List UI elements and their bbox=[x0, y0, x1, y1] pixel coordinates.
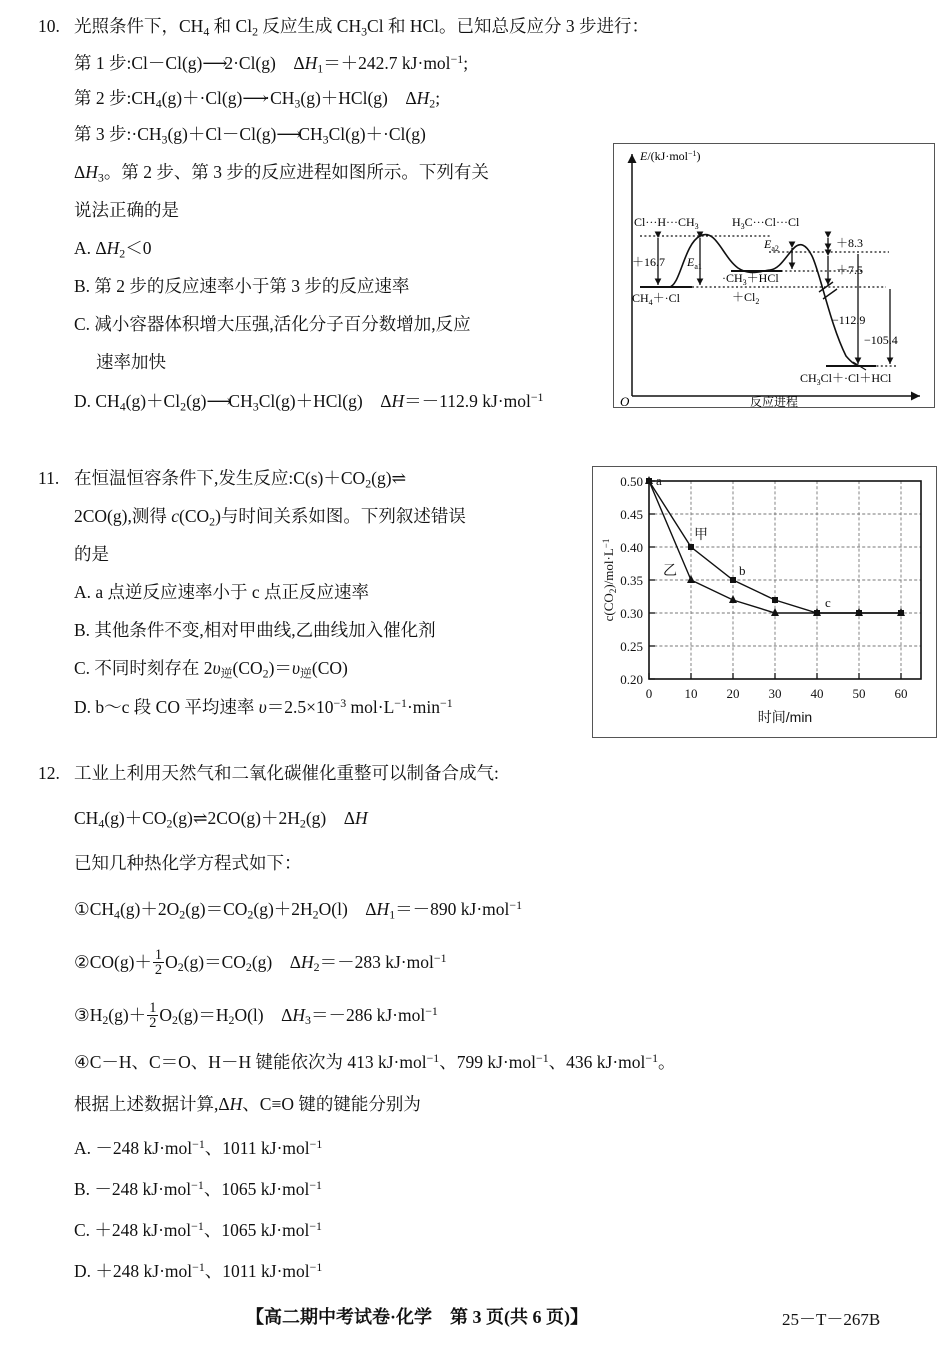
energy-value-ea1: $E_{a1}$ bbox=[687, 255, 702, 271]
q12-option-d: D. ＋248 kJ·mol$^{-1}$、1011 kJ·mol$^{-1}$ bbox=[74, 1260, 323, 1281]
q10-stem-text-1: 光照条件下，$CH_4$ 和 $Cl_2$ 反应生成 $CH_3Cl$ 和 HCl。已知总反应分 3 步进行： bbox=[74, 16, 649, 39]
y-tick-0-45: 0.45 bbox=[620, 507, 643, 522]
q12-equation-3: $③H_2(g)+$ $\frac{1}{2}$ $O_2(g)=H_2O(l)$ $\Delta H_3=-286$ kJ·mol$^{-1}$ bbox=[74, 1000, 438, 1032]
chart-annotation-jia: 甲 bbox=[694, 526, 708, 542]
energy-label-reactant: $CH_4+\cdot Cl$ bbox=[632, 291, 681, 307]
x-tick-10: 10 bbox=[684, 686, 698, 701]
q12-equation-1: $①CH_4(g)+2O_2(g)=CO_2(g)+2H_2O(l)$ $\Delta H_1=-890$ kJ·mol$^{-1}$ bbox=[74, 898, 523, 922]
q10-option-b: B. 第 2 步的反应速率小于第 3 步的反应速率 bbox=[74, 276, 410, 296]
x-tick-50: 50 bbox=[852, 686, 866, 701]
chart-x-axis-label: 时间/min bbox=[757, 709, 813, 725]
page-footer bbox=[0, 1303, 950, 1343]
q10-option-c: C. 减小容器体积增大压强,活化分子百分数增加,反应 bbox=[74, 314, 471, 334]
question-11 bbox=[38, 470, 598, 736]
q10-step-3: 第 3 步$:\cdot CH_3(g)+Cl-Cl(g)⟶CH_3Cl(g)+\cdot Cl(g)$ bbox=[74, 124, 426, 147]
y-tick-0-35: 0.35 bbox=[620, 573, 643, 588]
energy-label-product: $CH_3Cl+\cdot Cl+HCl$ bbox=[800, 371, 892, 387]
q11-number: 11. bbox=[38, 468, 60, 488]
y-tick-0-30: 0.30 bbox=[620, 606, 643, 621]
x-tick-60: 60 bbox=[894, 686, 908, 701]
energy-value-minus-112-9: −112.9 bbox=[832, 313, 866, 327]
q12-equation-2: ②CO(g)＋ $\frac{1}{2}$ $O_2(g)=CO_2(g)$ $\Delta H_2=-283$ kJ·mol$^{-1}$ bbox=[74, 947, 447, 979]
energy-value-7-5: ＋7.5 bbox=[836, 263, 864, 277]
energy-origin-label: O bbox=[620, 394, 630, 407]
energy-value-minus-105-4: −105.4 bbox=[864, 333, 898, 347]
q10-option-d: D. $CH_4(g)+Cl_2(g)⟶CH_3Cl(g)+HCl(g)$ ΔH＝－112.9 kJ·mol$^{-1}$ bbox=[74, 390, 544, 414]
x-tick-0: 0 bbox=[645, 686, 653, 701]
energy-label-transition1: $Cl\cdot\cdot\cdot H\cdot\cdot\cdot CH_3$ bbox=[634, 215, 699, 231]
chart-annotation-a: a bbox=[656, 473, 662, 488]
energy-x-axis-label: 反应进程 bbox=[749, 395, 799, 407]
q12-stem-line-3: 已知几种热化学方程式如下： bbox=[74, 853, 302, 873]
x-tick-40: 40 bbox=[810, 686, 824, 701]
q11-stem-text-1: 在恒温恒容条件下,发生反应$:C(s)+CO_2(g)\rightleftharpoons$ bbox=[74, 468, 407, 491]
y-tick-0-25: 0.25 bbox=[620, 639, 643, 654]
footer-title: 【高二期中考试卷·化学 第 3 页(共 6 页)】 bbox=[246, 1307, 588, 1327]
chart-y-axis-label: $c(CO_2)/mol\cdot L^{-1}$ bbox=[601, 538, 618, 622]
chart-annotation-b: b bbox=[739, 563, 746, 578]
energy-value-8-3: ＋8.3 bbox=[836, 236, 864, 250]
q11-option-c: C. 不同时刻存在 $2\upsilon_逆(CO_2)=\upsilon_逆(CO)$ bbox=[74, 658, 348, 681]
chart-annotation-yi: 乙 bbox=[663, 562, 677, 578]
y-tick-0-40: 0.40 bbox=[620, 540, 643, 555]
q11-stem-line-2: 2CO(g),测得 $c(CO_2)$与时间关系如图。下列叙述错误 bbox=[74, 506, 466, 529]
q12-stem-line-1 bbox=[38, 765, 918, 810]
energy-label-transition2: $H_3C\cdot\cdot\cdot Cl\cdot\cdot\cdot Cl$ bbox=[732, 215, 800, 231]
q12-option-c: C. ＋248 kJ·mol$^{-1}$、1065 kJ·mol$^{-1}$ bbox=[74, 1219, 322, 1240]
y-tick-0-50: 0.50 bbox=[620, 474, 643, 489]
q11-stem-line-1 bbox=[38, 470, 598, 508]
question-12 bbox=[38, 765, 918, 1303]
energy-profile-figure bbox=[613, 143, 935, 408]
q10-option-c-cont: 速率加快 bbox=[96, 352, 166, 372]
q12-equation-main: $CH_4(g)+CO_2(g)\rightleftharpoons 2CO(g)+2H_2(g)$ ΔH bbox=[74, 808, 368, 831]
x-tick-20: 20 bbox=[726, 686, 740, 701]
energy-value-16-7: ＋16.7 bbox=[632, 255, 666, 269]
concentration-time-figure bbox=[592, 466, 937, 738]
q10-stem-line-6: 说法正确的是 bbox=[74, 200, 179, 220]
energy-value-ea2: $E_{a2}$ bbox=[764, 237, 779, 253]
q10-step-1: 第 1 步:Cl－Cl(g)⟶2·Cl(g) $\Delta H_1=+242.7$ kJ·mol$^{-1}$; bbox=[74, 52, 469, 76]
q11-stem-line-3: 的是 bbox=[74, 544, 109, 564]
y-tick-0-20: 0.20 bbox=[620, 672, 643, 687]
energy-label-intermediate: $\cdot CH_3+HCl$ bbox=[722, 271, 779, 287]
q11-option-b: B. 其他条件不变,相对甲曲线,乙曲线加入催化剂 bbox=[74, 620, 436, 640]
energy-y-axis-label: E/(kJ·mol$^{-1}$) bbox=[640, 149, 701, 163]
q12-stem-line-8: 根据上述数据计算,ΔH、C≡O 键的键能分别为 bbox=[74, 1094, 421, 1114]
q10-stem-line-1 bbox=[38, 16, 649, 54]
q12-number: 12. bbox=[38, 763, 60, 783]
q10-step-2: 第 2 步$:CH_4(g)+\cdot Cl(g)⟶\cdot CH_3(g)+HCl(g)$ $\Delta H_2$; bbox=[74, 88, 441, 111]
energy-label-intermediate2: $+Cl_2$ bbox=[732, 290, 760, 306]
x-tick-30: 30 bbox=[768, 686, 782, 701]
q10-number: 10. bbox=[38, 16, 60, 36]
q12-equation-4: ④C－H、C＝O、H－H 键能依次为 413 kJ·mol$^{-1}$、799 kJ·mol$^{-1}$、436 kJ·mol$^{-1}$。 bbox=[74, 1051, 676, 1072]
q10-stem-line-5: $\Delta H_3$。第 2 步、第 3 步的反应进程如图所示。下列有关 bbox=[74, 162, 489, 185]
chart-annotation-c: c bbox=[825, 595, 831, 610]
footer-paper-code: 25－T－267B bbox=[782, 1310, 881, 1329]
q10-option-a: A. $\Delta H_2<0$ bbox=[74, 238, 152, 261]
q11-option-d: D. b～c 段 CO 平均速率 $\upsilon=2.5\times 10^{-3}$ $mol\cdot L^{-1}\cdot\min^{-1}$ bbox=[74, 696, 453, 717]
q11-option-a: A. a 点逆反应速率小于 c 点正反应速率 bbox=[74, 582, 370, 602]
q12-option-a: A. －248 kJ·mol$^{-1}$、1011 kJ·mol$^{-1}$ bbox=[74, 1137, 323, 1158]
q12-stem-text-1: 工业上利用天然气和二氧化碳催化重整可以制备合成气: bbox=[74, 763, 499, 783]
q12-option-b: B. －248 kJ·mol$^{-1}$、1065 kJ·mol$^{-1}$ bbox=[74, 1178, 322, 1199]
